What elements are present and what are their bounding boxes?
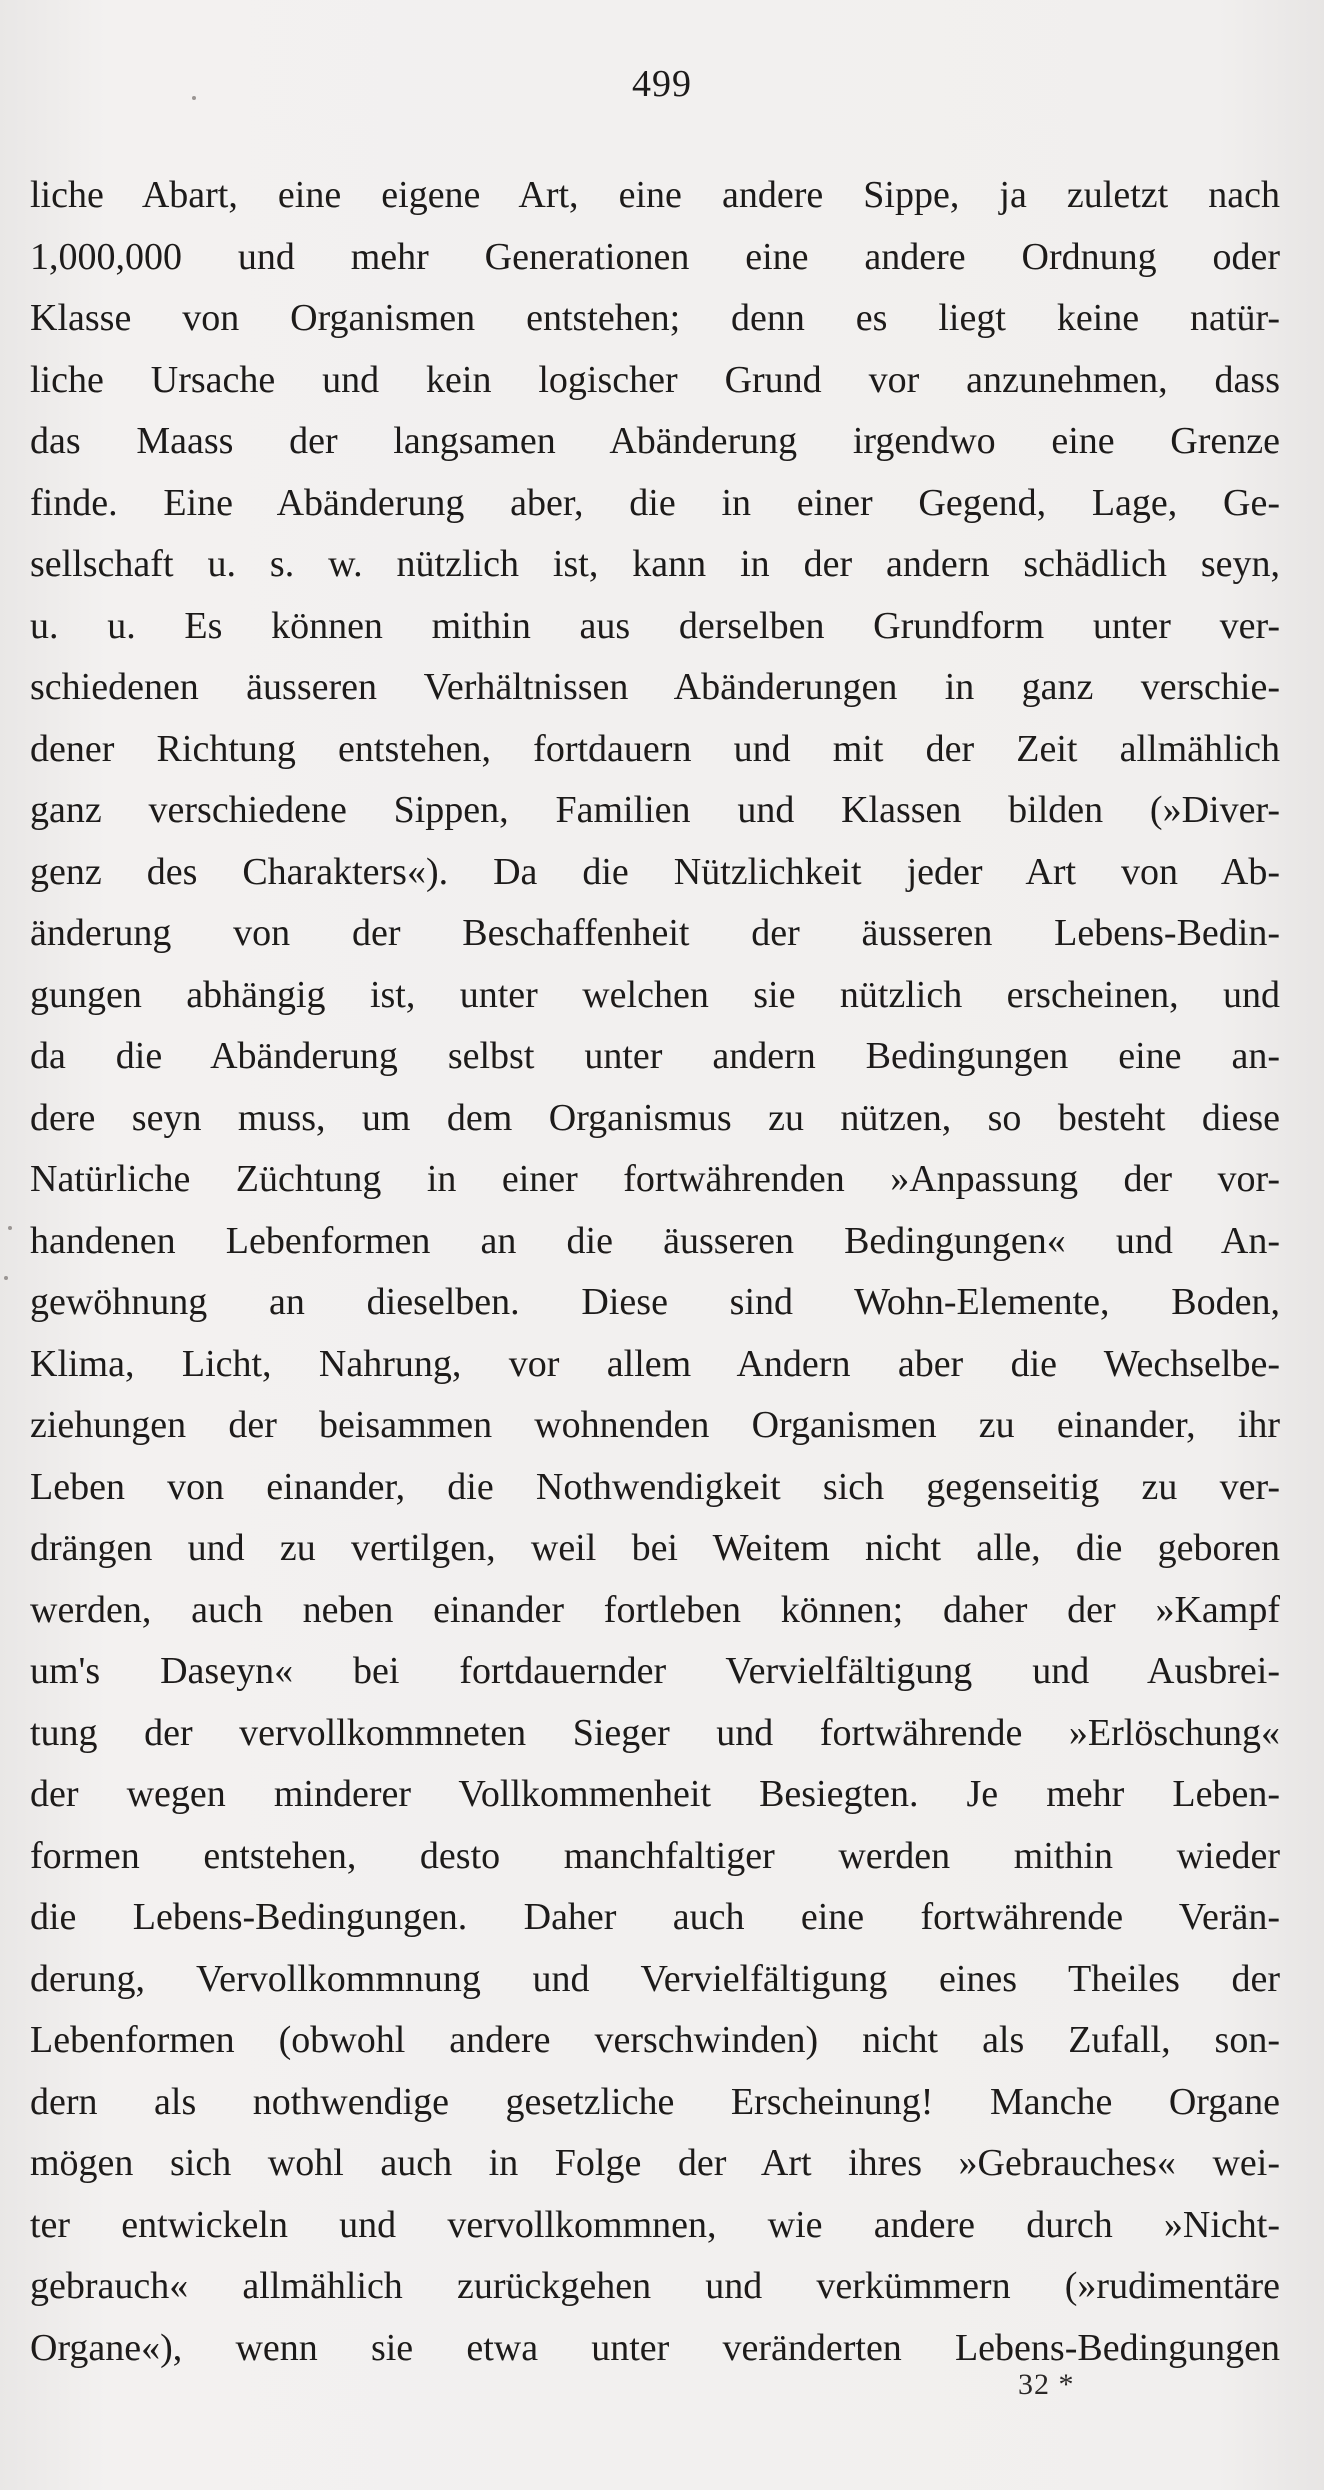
text-line: dere seyn muss, um dem Organismus zu nützen, so besteht diese	[30, 1096, 1280, 1139]
text-line: ganz verschiedene Sippen, Familien und Klassen bilden (»Diver-	[30, 789, 1280, 831]
text-line: 1,000,000 und mehr Generationen eine andere Ordnung oder	[30, 235, 1280, 278]
body-text	[30, 165, 1280, 2379]
text-line: um's Daseyn« bei fortdauernder Vervielfältigung und Ausbrei-	[30, 1650, 1280, 1692]
text-line: drängen und zu vertilgen, weil bei Weitem nicht alle, die geboren	[30, 1527, 1280, 1569]
text-line: Klima, Licht, Nahrung, vor allem Andern aber die Wechselbe-	[30, 1342, 1280, 1385]
paper-speck	[192, 96, 196, 100]
text-line: Lebenformen (obwohl andere verschwinden) nicht als Zufall, son-	[30, 2019, 1280, 2061]
text-line: liche Ursache und kein logischer Grund vor anzunehmen, dass	[30, 358, 1280, 401]
text-line: dener Richtung entstehen, fortdauern und mit der Zeit allmählich	[30, 727, 1280, 770]
text-line: da die Abänderung selbst unter andern Bedingungen eine an-	[30, 1035, 1280, 1077]
text-line: änderung von der Beschaffenheit der äusseren Lebens-Bedin-	[30, 912, 1280, 954]
text-line: gungen abhängig ist, unter welchen sie nützlich erscheinen, und	[30, 973, 1280, 1016]
paper-speck	[8, 1226, 12, 1230]
text-line: werden, auch neben einander fortleben können; daher der »Kampf	[30, 1588, 1280, 1631]
paper-speck	[4, 1276, 8, 1280]
text-line: tung der vervollkommneten Sieger und fortwährende »Erlöschung«	[30, 1711, 1280, 1754]
text-line: das Maass der langsamen Abänderung irgendwo eine Grenze	[30, 420, 1280, 462]
text-line: ziehungen der beisammen wohnenden Organismen zu einander, ihr	[30, 1404, 1280, 1446]
text-line: sellschaft u. s. w. nützlich ist, kann in der andern schädlich seyn,	[30, 543, 1280, 585]
page-number: 499	[632, 63, 692, 105]
text-line: gewöhnung an dieselben. Diese sind Wohn-Elemente, Boden,	[30, 1281, 1280, 1323]
text-line: liche Abart, eine eigene Art, eine andere Sippe, ja zuletzt nach	[30, 174, 1280, 216]
text-line: Organe«), wenn sie etwa unter veränderten Lebens-Bedingungen	[30, 2326, 1280, 2369]
signature-mark: 32 *	[1018, 2368, 1075, 2401]
text-line: schiedenen äusseren Verhältnissen Abänderungen in ganz verschie-	[30, 666, 1280, 708]
text-line: die Lebens-Bedingungen. Daher auch eine fortwährende Verän-	[30, 1896, 1280, 1938]
text-line: Klasse von Organismen entstehen; denn es liegt keine natür-	[30, 297, 1280, 339]
text-line: derung, Vervollkommnung und Vervielfältigung eines Theiles der	[30, 1957, 1280, 2000]
text-line: mögen sich wohl auch in Folge der Art ihres »Gebrauches« wei-	[30, 2142, 1280, 2184]
text-line: ter entwickeln und vervollkommnen, wie andere durch »Nicht-	[30, 2203, 1280, 2246]
text-line: der wegen minderer Vollkommenheit Besiegten. Je mehr Leben-	[30, 1773, 1280, 1815]
text-line: genz des Charakters«). Da die Nützlichkeit jeder Art von Ab-	[30, 850, 1280, 893]
text-line: finde. Eine Abänderung aber, die in einer Gegend, Lage, Ge-	[30, 481, 1280, 524]
text-line: handenen Lebenformen an die äusseren Bedingungen« und An-	[30, 1219, 1280, 1262]
text-line: u. u. Es können mithin aus derselben Grundform unter ver-	[30, 604, 1280, 647]
text-line: gebrauch« allmählich zurückgehen und verkümmern (»rudimentäre	[30, 2265, 1280, 2307]
text-line: Leben von einander, die Nothwendigkeit sich gegenseitig zu ver-	[30, 1465, 1280, 1508]
text-line: Natürliche Züchtung in einer fortwährenden »Anpassung der vor-	[30, 1158, 1280, 1200]
text-line: dern als nothwendige gesetzliche Erscheinung! Manche Organe	[30, 2080, 1280, 2123]
text-line: formen entstehen, desto manchfaltiger werden mithin wieder	[30, 1834, 1280, 1877]
